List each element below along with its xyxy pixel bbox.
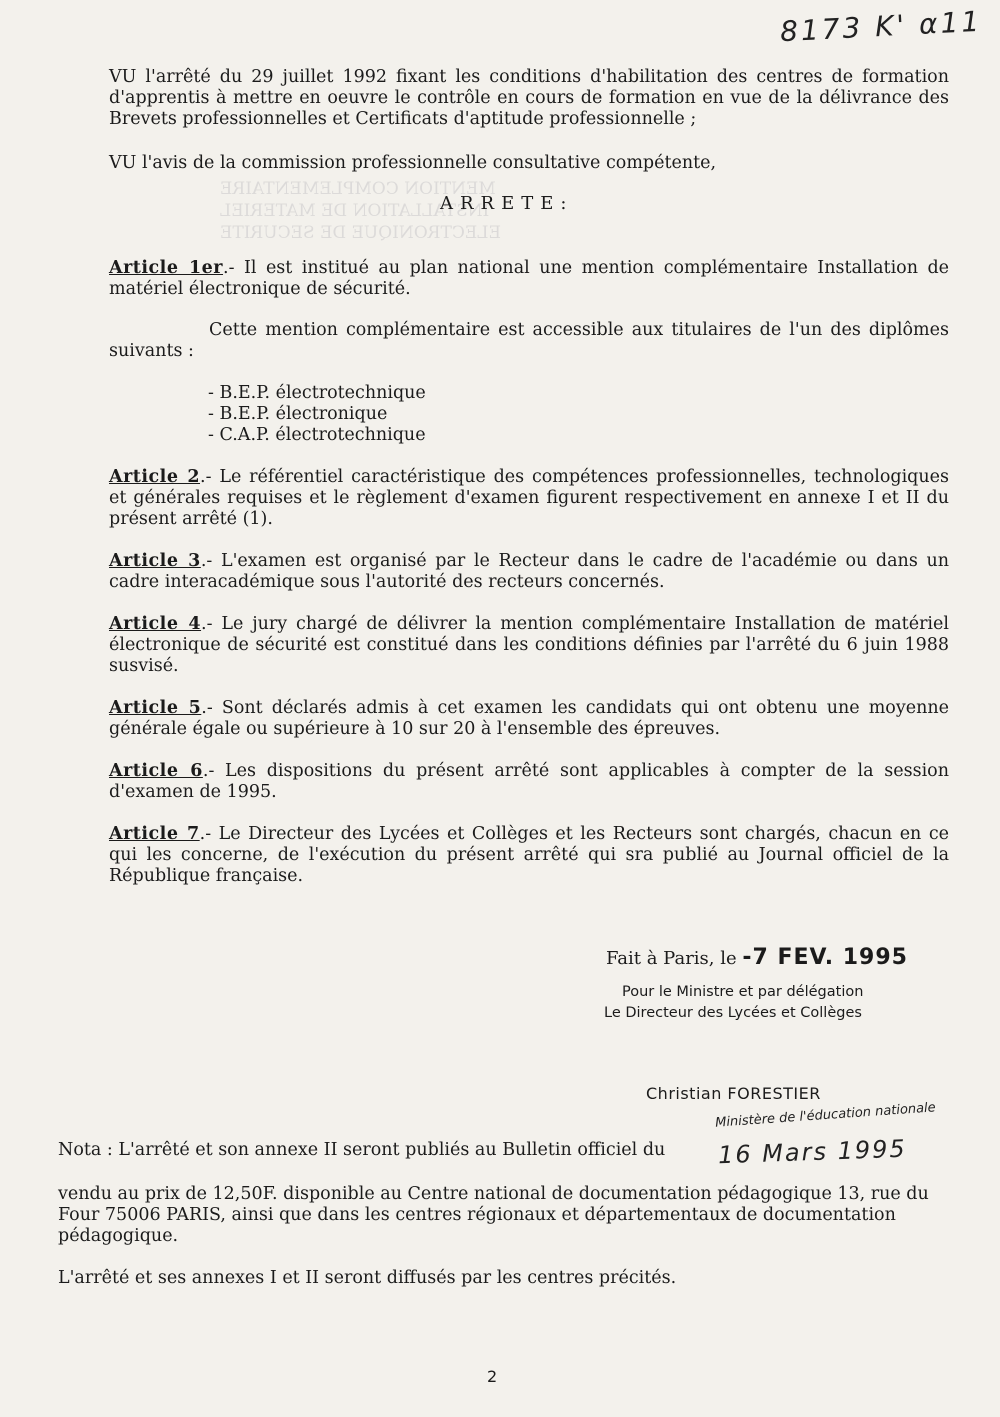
signature-date-stamp: -7 FEV. 1995 bbox=[742, 945, 908, 970]
list-item: - B.E.P. électronique bbox=[208, 404, 388, 424]
footnote-price: vendu au prix de 12,50F. disponible au Centre national de documentation pédagogique 13, rue du Four 75006 PARIS, ainsi que dans les centres régionaux et départementaux de documentation pédagogique. bbox=[58, 1184, 929, 1246]
article-1-label: Article 1er bbox=[109, 258, 224, 278]
bleed-through-text: MENTION COMPLEMENTAIRE bbox=[220, 179, 496, 199]
article-1-subparagraph bbox=[109, 320, 949, 362]
signer-name: Christian FORESTIER bbox=[646, 1084, 821, 1103]
article-7 bbox=[109, 824, 949, 887]
article-6-label: Article 6 bbox=[109, 761, 203, 781]
list-item: - C.A.P. électrotechnique bbox=[208, 425, 426, 445]
handwritten-publication-date: 16 Mars 1995 bbox=[717, 1134, 908, 1170]
article-7-text: .- Le Directeur des Lycées et Collèges et les Recteurs sont chargés, chacun en ce qui les concerne, de l'exécution du présent arrêté qui sra publié au Journal officiel de la République française. bbox=[109, 824, 949, 886]
article-3-label: Article 3 bbox=[109, 551, 201, 571]
preamble-vu-avis: VU l'avis de la commission professionnelle consultative compétente, bbox=[109, 153, 717, 173]
article-3-text: .- L'examen est organisé par le Recteur dans le cadre de l'académie ou dans un cadre interacadémique sous l'autorité des recteurs concernés. bbox=[109, 551, 949, 592]
list-item: - B.E.P. électrotechnique bbox=[208, 383, 426, 403]
diploma-list bbox=[208, 383, 426, 446]
diffusion-note: L'arrêté et ses annexes I et II seront diffusés par les centres précités. bbox=[58, 1268, 677, 1288]
article-2-label: Article 2 bbox=[109, 467, 201, 487]
article-6 bbox=[109, 761, 949, 803]
article-3 bbox=[109, 551, 949, 593]
arrete-heading: ARRETE: bbox=[440, 193, 574, 214]
article-4-label: Article 4 bbox=[109, 614, 202, 634]
article-2-text: .- Le référentiel caractéristique des compétences professionnelles, technologiques et générales requises et le règlement d'examen figurent respectivement en annexe I et II du présent arrêté (1). bbox=[109, 467, 949, 529]
bleed-through-text: ELECTRONIQUE DE SECURITE bbox=[220, 223, 501, 243]
handwritten-reference: 8173 K' α11 bbox=[779, 4, 983, 49]
signature-place: Fait à Paris, le bbox=[606, 948, 743, 969]
article-5-text: .- Sont déclarés admis à cet examen les candidats qui ont obtenu une moyenne générale égale ou supérieure à 10 sur 20 à l'ensemble des épreuves. bbox=[109, 698, 949, 739]
article-1-text: .- Il est institué au plan national une mention complémentaire Installation de matériel électronique de sécurité. bbox=[109, 258, 950, 299]
article-4-text: .- Le jury chargé de délivrer la mention complémentaire Installation de matériel électronique de sécurité est constitué dans les conditions définies par l'arrêté du 6 juin 1988 susvisé. bbox=[109, 614, 949, 676]
article-1 bbox=[109, 258, 949, 300]
delegation-stamp-line2: Le Directeur des Lycées et Collèges bbox=[604, 1005, 862, 1021]
article-5 bbox=[109, 698, 949, 740]
bleed-through-text: INSTALLATION DE MATERIEL bbox=[220, 201, 490, 221]
nota-text: Nota : L'arrêté et son annexe II seront publiés au Bulletin officiel du bbox=[58, 1140, 666, 1160]
handwritten-ministry-note: Ministère de l'éducation nationale bbox=[714, 1100, 937, 1131]
delegation-stamp-line1: Pour le Ministre et par délégation bbox=[622, 984, 864, 1000]
page-number: 2 bbox=[487, 1367, 498, 1386]
article-5-label: Article 5 bbox=[109, 698, 202, 718]
article-4 bbox=[109, 614, 949, 677]
article-1-sub-text: Cette mention complémentaire est accessible aux titulaires de l'un des diplômes suivants : bbox=[109, 320, 949, 361]
article-7-label: Article 7 bbox=[109, 824, 200, 844]
signature-place-date bbox=[606, 945, 908, 970]
article-2 bbox=[109, 467, 949, 530]
preamble-vu-arrete: VU l'arrêté du 29 juillet 1992 fixant les conditions d'habilitation des centres de formation d'apprentis à mettre en oeuvre le contrôle en cours de formation en vue de la délivrance des Brevets professionnelles et Certificats d'aptitude professionnelle ; bbox=[109, 67, 949, 129]
article-6-text: .- Les dispositions du présent arrêté sont applicables à compter de la session d'examen de 1995. bbox=[109, 761, 949, 802]
